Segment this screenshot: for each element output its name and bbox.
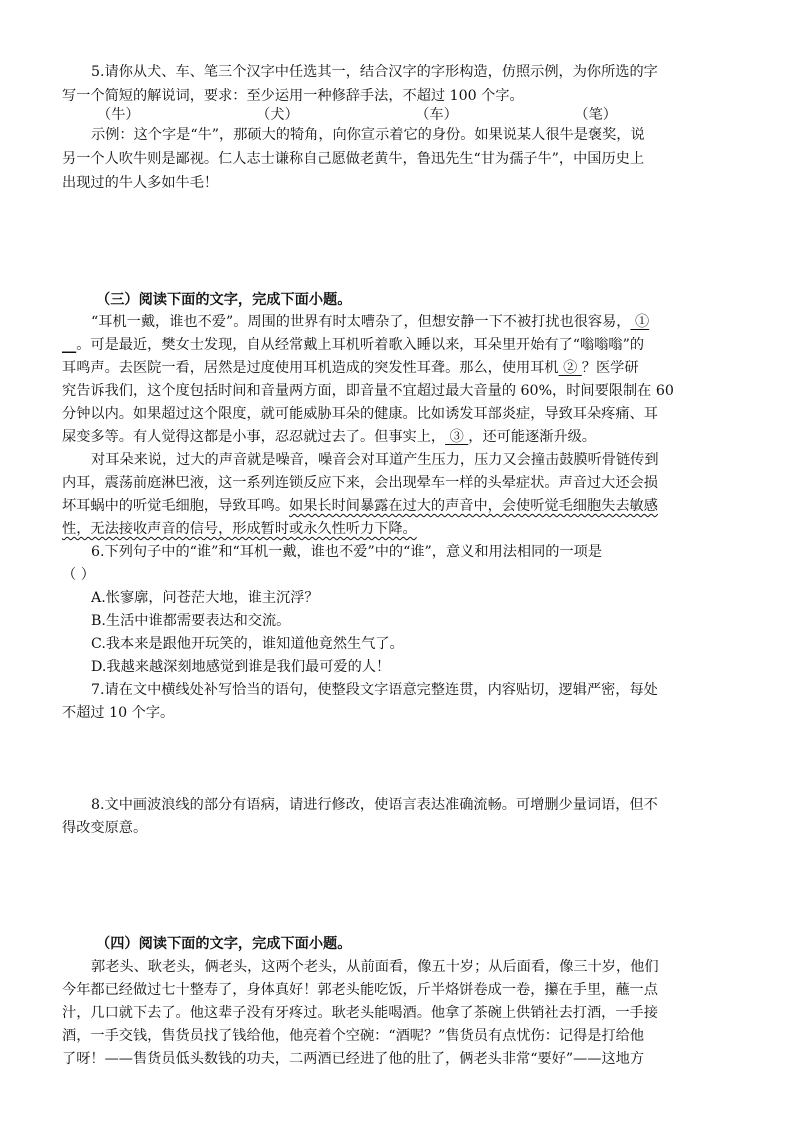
q5-prompt-line1: 5.请你从犬、车、笔三个汉字中任选其一，结合汉字的字形构造，仿照示例，为你所选的字 (91, 64, 658, 80)
blank-2[interactable]: ② (558, 360, 582, 376)
char-quan: （犬） (256, 107, 299, 123)
s3-para2-line1: 对耳朵来说，过大的声音就是噪音，噪音会对耳道产生压力，压力又会撞击鼓膜听骨链传到 (91, 452, 659, 468)
q6-option-a: A.怅寥廓，问苍茫大地，谁主沉浮？ (91, 590, 319, 606)
s3-para1-line4: 究告诉我们，这个度包括时间和音量两方面，即音量不宜超过最大音量的 60%，时间要限制在 60 (62, 383, 674, 399)
q7-prompt-line2: 不超过 10 个字。 (62, 705, 175, 721)
section3-heading: （三）阅读下面的文字，完成下面小题。 (96, 292, 352, 308)
blank-1[interactable]: ① (630, 314, 650, 330)
section4-heading: （四）阅读下面的文字，完成下面小题。 (96, 936, 352, 952)
s4-para-line5: 了呀！——售货员低头数钱的功夫，二两酒已经进了他的肚了，俩老头非常“要好”——这地方 (62, 1051, 645, 1067)
q6-option-d: D.我越来越深刻地感觉到谁是我们最可爱的人！ (91, 659, 391, 675)
wavy-underline-2: 性，无法接收声音的信号，形成暂时或永久性听力下降。 (62, 521, 417, 537)
q5-example-line1: 示例：这个字是“牛”，那硕大的犄角，向你宣示着它的身份。如果说某人很牛是褒奖，说 (91, 127, 645, 143)
s4-para-line1: 郭老头、耿老头，俩老头，这两个老头，从前面看，像五十岁；从后面看，像三十岁，他们 (91, 959, 659, 975)
s3-para1-line5: 分钟以内。如果超过这个限度，就可能威胁耳朵的健康。比如诱发耳部炎症，导致耳朵疼痛、耳 (62, 406, 658, 422)
s3-para2-line2: 内耳，震荡前庭淋巴液，这一系列连锁反应下来，会出现晕车一样的头晕症状。声音过大还会损 (62, 475, 658, 491)
char-niu: （牛） (97, 107, 140, 123)
q6-prompt: 6.下列句子中的“谁”和“耳机一戴，谁也不爱”中的“谁”，意义和用法相同的一项是 (91, 544, 603, 560)
s3-para1-line3: 耳鸣声。去医院一看，居然是过度使用耳机造成的突发性耳聋。那么，使用耳机 ② ？医学研 (62, 360, 639, 376)
s3-para1-line6: 屎变多等。有人觉得这都是小事，忍忍就过去了。但事实上， ③ ，还可能逐渐升级。 (62, 429, 596, 445)
q8-prompt-line2: 得改变原意。 (62, 820, 148, 836)
q6-option-c: C.我本来是跟他开玩笑的，谁知道他竟然生气了。 (91, 636, 404, 652)
s4-para-line4: 酒，一手交钱，售货员找了钱给他，他亮着个空碗：“酒呢？”售货员有点忧伤：记得是打给他 (62, 1028, 645, 1044)
q5-example-line3: 出现过的牛人多如牛毛！ (62, 175, 219, 191)
q5-example-line2: 另一个人吹牛则是鄙视。仁人志士谦称自己愿做老黄牛，鲁迅先生“甘为孺子牛”，中国历史上 (62, 151, 645, 167)
char-bi: （笔） (574, 107, 617, 123)
q8-prompt-line1: 8.文中画波浪线的部分有语病，请进行修改，使语言表达准确流畅。可增删少量词语，但不 (91, 797, 658, 813)
q7-prompt-line1: 7.请在文中横线处补写恰当的语句，使整段文字语意完整连贯，内容贴切，逻辑严密，每处 (91, 682, 658, 698)
s3-para1-line2: __。可是最近，樊女士发现，自从经常戴上耳机听着歌入睡以来，耳朵里开始有了“嗡嗡嗡”的 (62, 337, 645, 353)
char-che: （车） (415, 107, 458, 123)
s3-para1-line1: “耳机一戴，谁也不爱”。周围的世界有时太嘈杂了，但想安静一下不被打扰也很容易， ① (91, 314, 650, 330)
q6-option-b: B.生活中谁都需要表达和交流。 (91, 613, 291, 629)
q6-answer-paren[interactable]: （ ） (62, 567, 95, 583)
wavy-underline-1: 如果长时间暴露在过大的声音中，会使听觉毛细胞失去敏感 (289, 498, 658, 514)
s3-para2-line3: 坏耳蜗中的听觉毛细胞，导致耳鸣。如果长时间暴露在过大的声音中，会使听觉毛细胞失去敏感 (62, 498, 658, 514)
s4-para-line2: 今年都已经做过七十整寿了，身体真好！郭老头能吃饭，斤半烙饼卷成一卷，攥在手里，蘸一点 (62, 982, 658, 998)
blank-3[interactable]: ③ (445, 429, 469, 445)
q5-prompt-line2: 写一个简短的解说词，要求：至少运用一种修辞手法，不超过 100 个字。 (62, 88, 524, 104)
s4-para-line3: 汁，几口就下去了。他这辈子没有牙疼过。耿老头能喝酒。他拿了茶碗上供销社去打酒，一手接 (62, 1005, 658, 1021)
s3-para2-line4 (62, 517, 742, 541)
